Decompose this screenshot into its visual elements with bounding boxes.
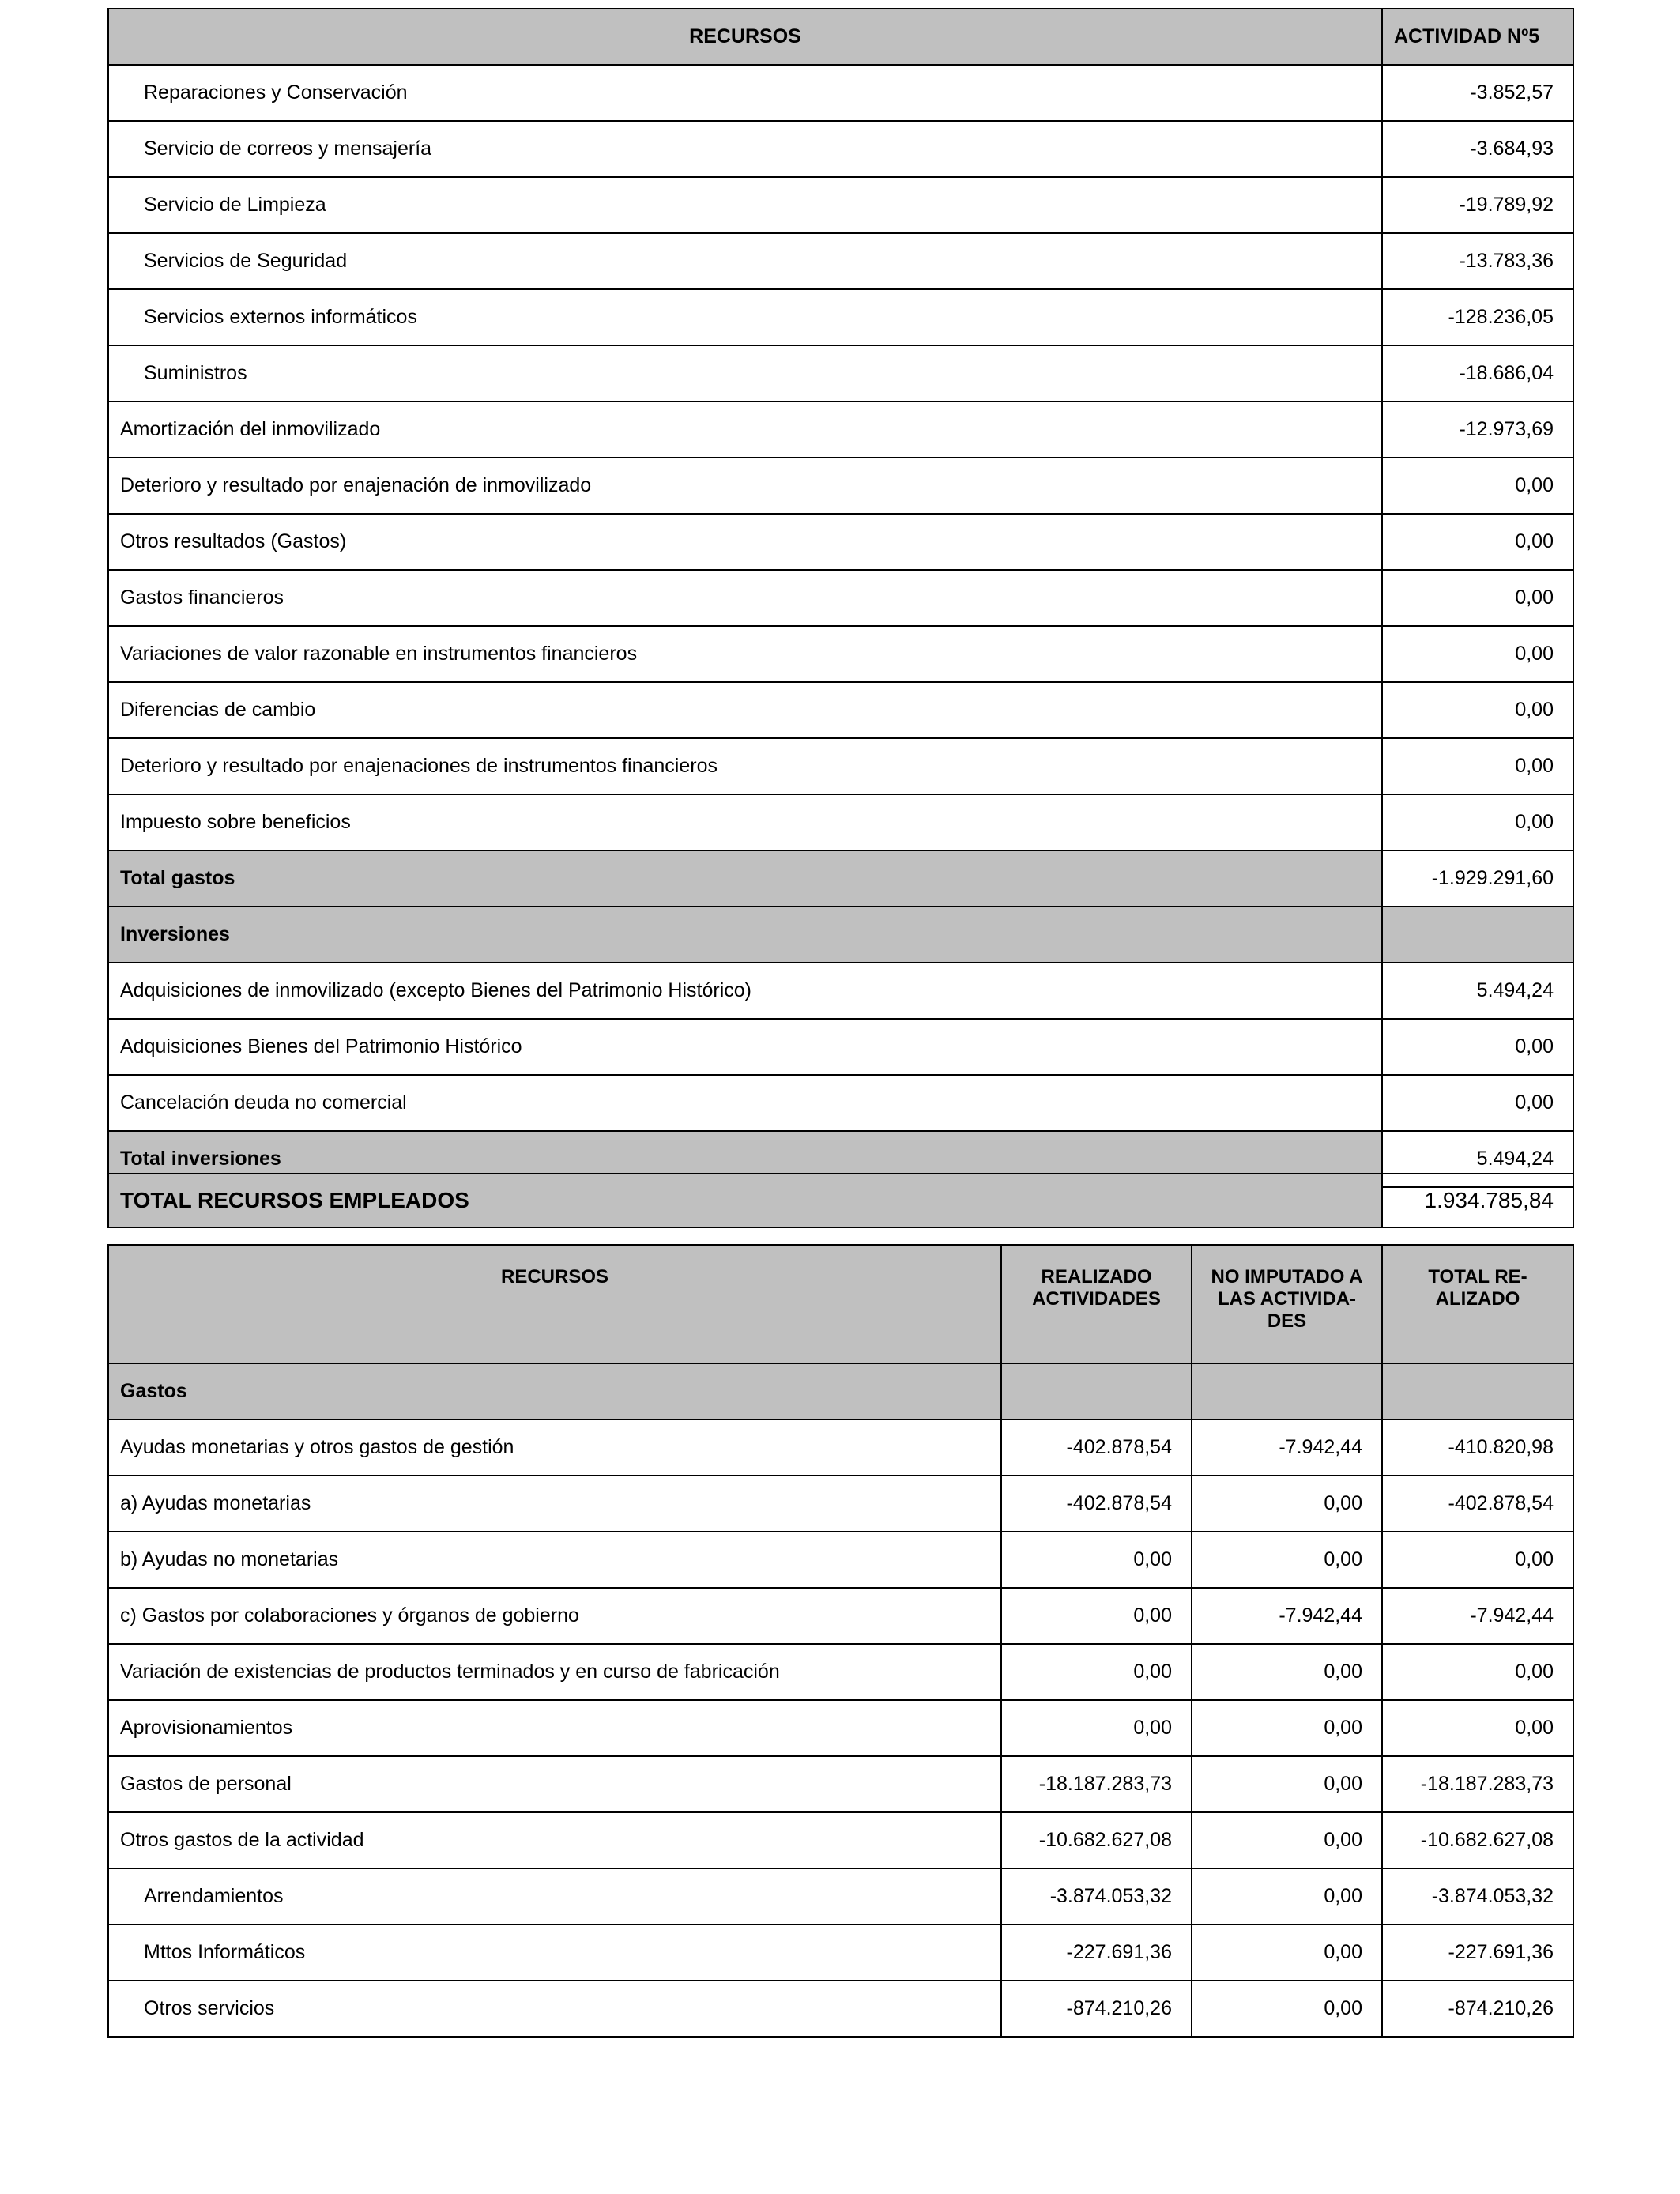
row-value: -874.210,26 <box>1001 1981 1192 2037</box>
table-row <box>108 1075 1573 1131</box>
row-value: -3.874.053,32 <box>1001 1868 1192 1924</box>
table-row <box>108 626 1573 682</box>
row-value: 0,00 <box>1192 1476 1382 1532</box>
row-value: 0,00 <box>1382 1075 1573 1131</box>
table-row <box>108 289 1573 345</box>
row-label: Mttos Informáticos <box>108 1924 1001 1981</box>
row-label: Servicios de Seguridad <box>108 233 1382 289</box>
header-recursos: RECURSOS <box>108 1245 1001 1363</box>
total-recursos-label: TOTAL RECURSOS EMPLEADOS <box>108 1174 1382 1227</box>
row-value: 0,00 <box>1382 458 1573 514</box>
row-value: -3.852,57 <box>1382 65 1573 121</box>
row-value: 0,00 <box>1382 1700 1573 1756</box>
row-value: 0,00 <box>1192 1644 1382 1700</box>
table-row <box>108 1644 1573 1700</box>
row-value: 0,00 <box>1001 1700 1192 1756</box>
row-label: Arrendamientos <box>108 1868 1001 1924</box>
row-value: 0,00 <box>1382 1019 1573 1075</box>
header-recursos: RECURSOS <box>108 9 1382 65</box>
table-row <box>108 794 1573 850</box>
row-label: c) Gastos por colaboraciones y órganos de gobierno <box>108 1588 1001 1644</box>
table-row <box>108 682 1573 738</box>
row-value: -10.682.627,08 <box>1382 1812 1573 1868</box>
table-row <box>108 401 1573 458</box>
row-value: -10.682.627,08 <box>1001 1812 1192 1868</box>
row-value: -7.942,44 <box>1192 1588 1382 1644</box>
row-value: 0,00 <box>1382 794 1573 850</box>
table-row <box>108 1981 1573 2037</box>
table-row <box>108 1532 1573 1588</box>
row-label: b) Ayudas no monetarias <box>108 1532 1001 1588</box>
header-realizado: REALIZADO ACTIVIDADES <box>1001 1245 1192 1363</box>
table-header-row <box>108 9 1573 65</box>
row-value: -402.878,54 <box>1001 1419 1192 1476</box>
row-value <box>1382 907 1573 963</box>
row-label: Servicio de Limpieza <box>108 177 1382 233</box>
row-value: 0,00 <box>1001 1644 1192 1700</box>
row-value: 0,00 <box>1382 514 1573 570</box>
total-recursos-value: 1.934.785,84 <box>1382 1174 1573 1227</box>
row-label: Total inversiones <box>108 1131 1382 1187</box>
table-row <box>108 345 1573 401</box>
row-label: Ayudas monetarias y otros gastos de gestión <box>108 1419 1001 1476</box>
table-row <box>108 907 1573 963</box>
row-value: 0,00 <box>1192 1868 1382 1924</box>
row-label: Adquisiciones Bienes del Patrimonio Histórico <box>108 1019 1382 1075</box>
row-label: Diferencias de cambio <box>108 682 1382 738</box>
table-row <box>108 1700 1573 1756</box>
row-value: 0,00 <box>1192 1924 1382 1981</box>
table-row <box>108 65 1573 121</box>
table-row <box>108 514 1573 570</box>
table-row <box>108 1476 1573 1532</box>
row-value: 0,00 <box>1382 1532 1573 1588</box>
table-row <box>108 1019 1573 1075</box>
row-label: Otros resultados (Gastos) <box>108 514 1382 570</box>
row-value: 0,00 <box>1192 1700 1382 1756</box>
row-value: 0,00 <box>1382 626 1573 682</box>
table-row <box>108 121 1573 177</box>
row-value: -18.187.283,73 <box>1001 1756 1192 1812</box>
table-row <box>108 1419 1573 1476</box>
table-row <box>108 738 1573 794</box>
header-actividad: ACTIVIDAD Nº5 <box>1382 9 1573 65</box>
table-row <box>108 1924 1573 1981</box>
row-value: -1.929.291,60 <box>1382 850 1573 907</box>
row-value: -227.691,36 <box>1001 1924 1192 1981</box>
table-row <box>108 850 1573 907</box>
header-total-realizado: TOTAL RE-ALIZADO <box>1382 1245 1573 1363</box>
row-value: 0,00 <box>1382 1644 1573 1700</box>
table-row <box>108 570 1573 626</box>
row-value: -18.686,04 <box>1382 345 1573 401</box>
table-header-row <box>108 1245 1573 1363</box>
row-label: Impuesto sobre beneficios <box>108 794 1382 850</box>
total-recursos-table <box>107 1173 1574 1228</box>
table-row <box>108 963 1573 1019</box>
row-label: Variaciones de valor razonable en instrumentos financieros <box>108 626 1382 682</box>
row-label: a) Ayudas monetarias <box>108 1476 1001 1532</box>
total-recursos-row <box>108 1174 1573 1227</box>
table-row <box>108 233 1573 289</box>
row-label: Amortización del inmovilizado <box>108 401 1382 458</box>
table-row <box>108 1756 1573 1812</box>
row-value: -3.684,93 <box>1382 121 1573 177</box>
row-value: -402.878,54 <box>1001 1476 1192 1532</box>
row-value: -19.789,92 <box>1382 177 1573 233</box>
row-label: Total gastos <box>108 850 1382 907</box>
row-value: -3.874.053,32 <box>1382 1868 1573 1924</box>
table-body <box>108 65 1573 1187</box>
row-value: 0,00 <box>1192 1981 1382 2037</box>
row-value <box>1382 1363 1573 1419</box>
row-value: -12.973,69 <box>1382 401 1573 458</box>
row-label: Gastos <box>108 1363 1001 1419</box>
row-label: Aprovisionamientos <box>108 1700 1001 1756</box>
row-label: Gastos de personal <box>108 1756 1001 1812</box>
table-row <box>108 458 1573 514</box>
row-value: 0,00 <box>1001 1588 1192 1644</box>
table-body <box>108 1363 1573 2037</box>
row-label: Gastos financieros <box>108 570 1382 626</box>
activity-resources-table <box>107 8 1574 1188</box>
row-value: -13.783,36 <box>1382 233 1573 289</box>
row-label: Servicio de correos y mensajería <box>108 121 1382 177</box>
row-value: 0,00 <box>1382 682 1573 738</box>
row-label: Cancelación deuda no comercial <box>108 1075 1382 1131</box>
row-value: -227.691,36 <box>1382 1924 1573 1981</box>
row-value: 0,00 <box>1382 738 1573 794</box>
row-value: -7.942,44 <box>1192 1419 1382 1476</box>
row-value: -18.187.283,73 <box>1382 1756 1573 1812</box>
table-row <box>108 1812 1573 1868</box>
row-label: Inversiones <box>108 907 1382 963</box>
row-value: 5.494,24 <box>1382 1131 1573 1187</box>
row-label: Otros gastos de la actividad <box>108 1812 1001 1868</box>
row-label: Adquisiciones de inmovilizado (excepto Bienes del Patrimonio Histórico) <box>108 963 1382 1019</box>
row-value <box>1001 1363 1192 1419</box>
table-row <box>108 1588 1573 1644</box>
row-value: -7.942,44 <box>1382 1588 1573 1644</box>
row-value: 5.494,24 <box>1382 963 1573 1019</box>
row-label: Variación de existencias de productos terminados y en curso de fabricación <box>108 1644 1001 1700</box>
row-label: Otros servicios <box>108 1981 1001 2037</box>
row-value: -402.878,54 <box>1382 1476 1573 1532</box>
row-value: 0,00 <box>1192 1756 1382 1812</box>
row-label: Deterioro y resultado por enajenación de inmovilizado <box>108 458 1382 514</box>
table-row <box>108 1868 1573 1924</box>
summary-resources-table <box>107 1244 1574 2038</box>
row-label: Deterioro y resultado por enajenaciones de instrumentos financieros <box>108 738 1382 794</box>
row-label: Suministros <box>108 345 1382 401</box>
row-value <box>1192 1363 1382 1419</box>
row-value: 0,00 <box>1192 1532 1382 1588</box>
row-value: -874.210,26 <box>1382 1981 1573 2037</box>
table-row <box>108 177 1573 233</box>
row-value: 0,00 <box>1001 1532 1192 1588</box>
row-value: -128.236,05 <box>1382 289 1573 345</box>
row-value: -410.820,98 <box>1382 1419 1573 1476</box>
header-no-imputado: NO IMPUTADO A LAS ACTIVIDA-DES <box>1192 1245 1382 1363</box>
row-label: Servicios externos informáticos <box>108 289 1382 345</box>
table-row <box>108 1363 1573 1419</box>
row-value: 0,00 <box>1382 570 1573 626</box>
row-value: 0,00 <box>1192 1812 1382 1868</box>
row-label: Reparaciones y Conservación <box>108 65 1382 121</box>
